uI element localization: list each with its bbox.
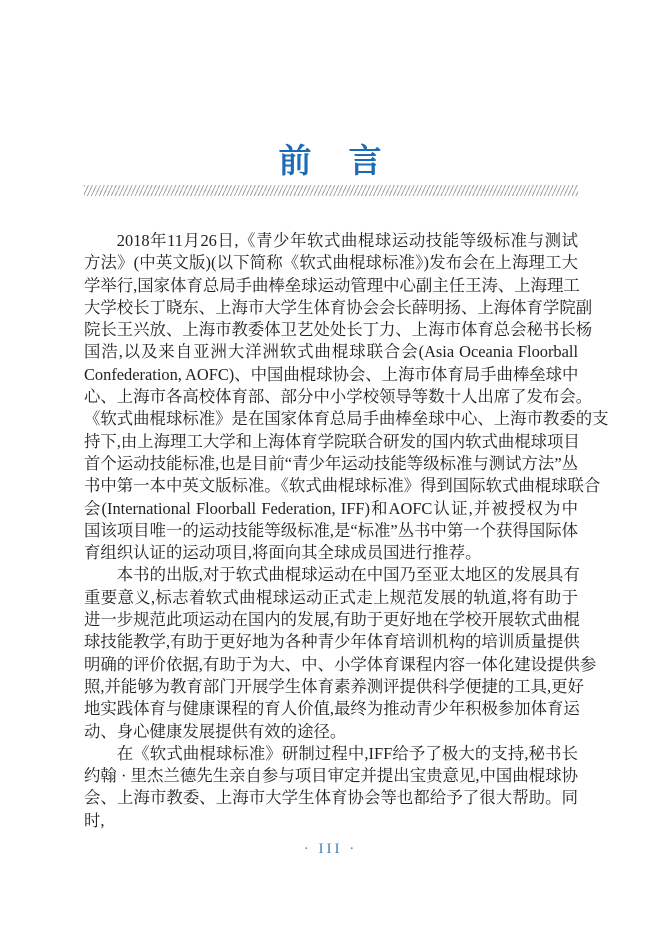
text-line: 2018年11月26日,《青少年软式曲棍球运动技能等级标准与测试 [116,231,578,250]
text-line: 会、上海市教委、上海市大学生体育协会等也都给予了很大帮助。同时, [84,788,578,830]
text-line: 动、身心健康发展提供有效的途径。 [84,721,347,741]
text-line: 本书的出版,对于软式曲棍球运动在中国乃至亚太地区的发展具有 [116,565,580,585]
text-line: 《软式曲棍球标准》是在国家体育总局手曲棒垒球中心、上海市教委的支 [84,409,609,429]
text-line: 地实践体育与健康课程的育人价值,最终为推动青少年积极参加体育运 [84,699,580,719]
text-line: 大学校长丁晓东、上海市大学生体育协会会长薛明扬、上海体育学院副 [84,297,593,317]
text-line: 首个运动技能标准,也是目前“青少年运动技能等级标准与测试方法”丛 [84,453,578,473]
page-title: 前 言 [278,144,384,181]
body-text [84,230,609,832]
text-line: 照,并能够为教育部门开展学生体育素养测评提供科学便捷的工具,更好 [84,676,584,696]
page-number: · III · [303,841,358,857]
hatched-divider [84,185,578,196]
text-line: 在《软式曲棍球标准》研制过程中,IFF给予了极大的支持,秘书长 [116,743,578,763]
text-line: 明确的评价依据,有助于为大、中、小学体育课程内容一体化建设提供参 [84,654,597,674]
text-line: 会(International Floorball Federation, IFF)和AOFC认证,并被授权为中 [84,498,578,518]
text-line: 重要意义,标志着软式曲棍球运动正式走上规范发展的轨道,将有助于 [84,587,578,607]
text-line: 进一步规范此项运动在国内的发展,有助于更好地在学校开展软式曲棍 [84,610,580,630]
text-line: 约翰 · 里杰兰德先生亲自参与项目审定并提出宝贵意见,中国曲棍球协 [84,766,578,786]
text-line: 育组织认证的运动项目,将面向其全球成员国进行推荐。 [84,543,482,563]
text-line: 持下,由上海理工大学和上海体育学院联合研发的国内软式曲棍球项目 [84,431,580,451]
text-line: 院长王兴放、上海市教委体卫艺处处长丁力、上海市体育总会秘书长杨 [84,320,593,340]
text-line: 书中第一本中英文版标准。《软式曲棍球标准》得到国际软式曲棍球联合 [84,476,601,496]
paragraph [84,743,578,832]
text-line: 学举行,国家体育总局手曲棒垒球运动管理中心副主任王涛、上海理工 [84,275,580,295]
text-line: 方法》(中英文版)(以下简称《软式曲棍球标准》)发布会在上海理工大 [84,253,578,273]
text-line: 国浩,以及来自亚洲大洋洲软式曲棍球联合会(Asia Oceania Floorball [84,342,578,362]
paragraph [84,564,597,742]
text-line: 国该项目唯一的运动技能等级标准,是“标准”丛书中第一个获得国际体 [84,520,578,540]
text-line: 球技能教学,有助于更好地为各种青少年体育培训机构的培训质量提供 [84,632,580,652]
text-line: 心、上海市各高校体育部、部分中小学校领导等数十人出席了发布会。 [84,387,593,407]
text-line: Confederation, AOFC)、中国曲棍球协会、上海市体育局手曲棒垒球中 [84,364,579,384]
paragraph [84,230,609,564]
